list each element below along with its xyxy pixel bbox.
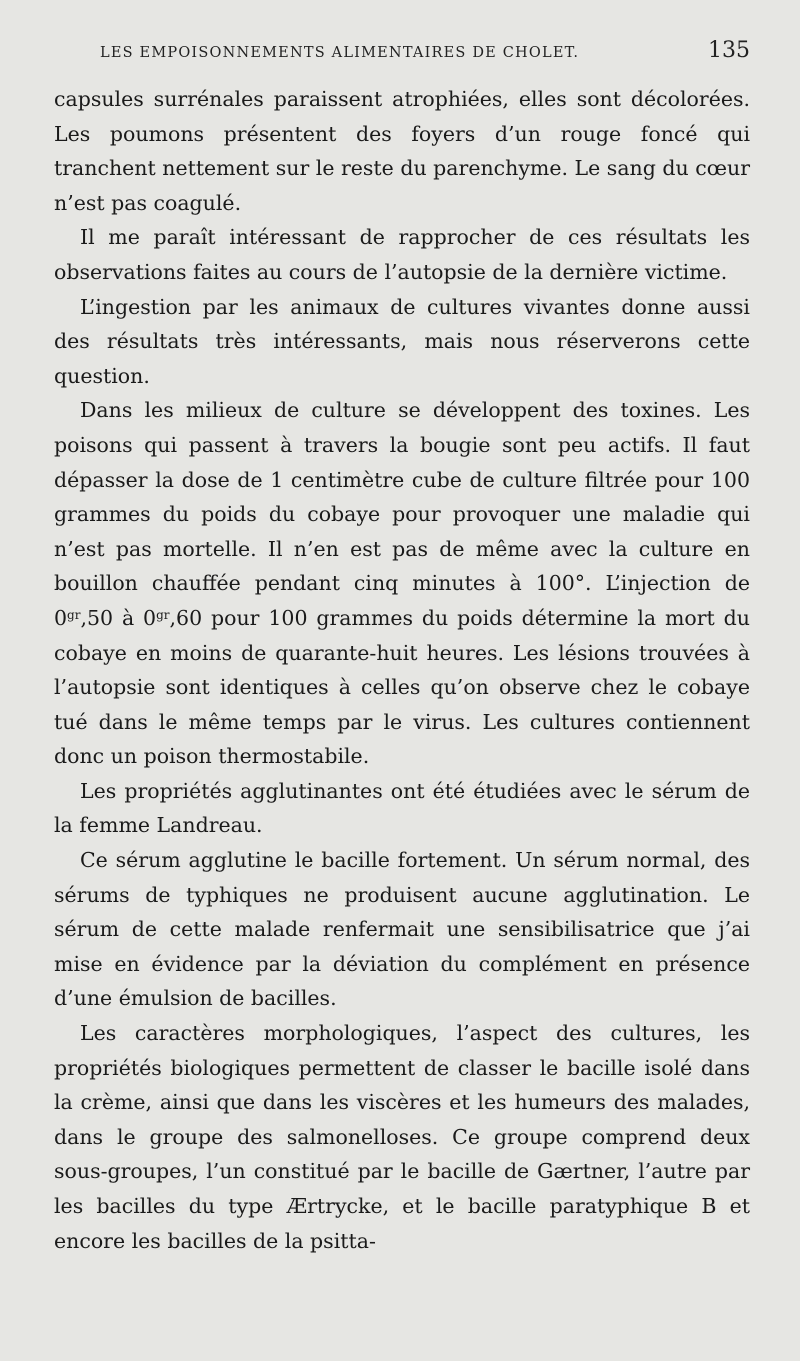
body-text: [54, 82, 750, 1258]
paragraph-4: [54, 393, 750, 774]
running-title: LES EMPOISONNEMENTS ALIMENTAIRES DE CHOLET.: [100, 45, 580, 61]
paragraph-7: Les caractères morphologiques, l’aspect des cultures, les propriétés biologiques permettent de classer le bacille isolé dans la crème, ainsi que dans les viscères et les humeurs des malades, dans le groupe des salmonelloses. Ce groupe comprend deux sous-groupes, l’un constitué par le bacille de Gærtner, l’autre par les bacilles du type Ærtrycke, et le bacille paratyphique B et encore les bacilles de la psitta-: [54, 1021, 750, 1253]
gram-abbreviation: gr: [156, 607, 170, 622]
running-head: [100, 38, 750, 82]
paragraph-4-part-a: Dans les milieux de culture se développent des toxines. Les poisons qui passent à travers la bougie sont peu actifs. Il faut dépasser la dose de 1 centimètre cube de culture filtrée pour 100 grammes du poids du cobaye pour provoquer une maladie qui n’est pas mortelle. Il n’en est pas de même avec la culture en bouillon chauffée pendant cinq minutes à 100°. L’injection de 0: [54, 398, 750, 630]
paragraph-6: Ce sérum agglutine le bacille fortement. Un sérum normal, des sérums de typhiques ne produisent aucune agglutination. Le sérum de cette malade renfermait une sensibilisatrice que j’ai mise en évidence par la déviation du complément en présence d’une émulsion de bacilles.: [54, 848, 750, 1011]
page-number: 135: [708, 38, 750, 63]
paragraph-4-part-b: ,50 à 0: [80, 605, 157, 630]
paragraph-3: L’ingestion par les animaux de cultures vivantes donne aussi des résultats très intéressants, mais nous réserverons cette question.: [54, 294, 750, 388]
paragraph-2: Il me paraît intéressant de rapprocher de ces résultats les observations faites au cours de l’autopsie de la dernière victime.: [54, 225, 750, 284]
paragraph-4-part-c: ,60 pour 100 grammes du poids détermine la mort du cobaye en moins de quarante-huit heures. Les lésions trouvées à l’autopsie sont identiques à celles qu’on observe chez le cobaye tué dans le même temps par le virus. Les cultures contiennent donc un poison thermostabile.: [54, 605, 751, 769]
paragraph-1: capsules surrénales paraissent atrophiées, elles sont décolorées. Les poumons présentent des foyers d’un rouge foncé qui tranchent nettement sur le reste du parenchyme. Le sang du cœur n’est pas coagulé.: [54, 87, 750, 215]
paragraph-5: Les propriétés agglutinantes ont été étudiées avec le sérum de la femme Landreau.: [54, 778, 750, 838]
gram-abbreviation: gr: [67, 607, 81, 622]
